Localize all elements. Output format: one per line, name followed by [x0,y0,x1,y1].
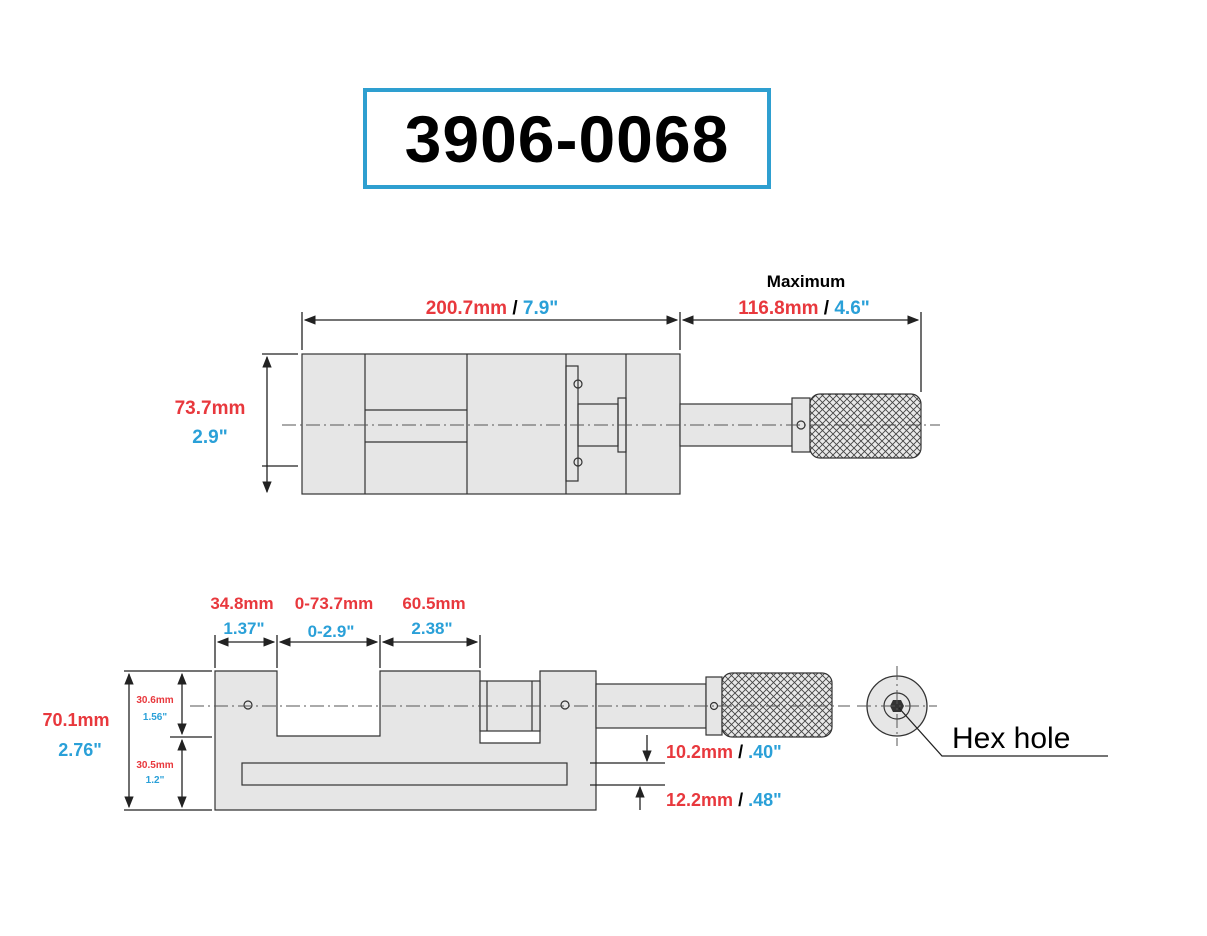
extension-label: 116.8mm / 4.6" [738,298,870,319]
dim3-in-label: 2.38" [411,619,453,638]
top-length-label: 200.7mm / 7.9" [425,298,559,319]
upper-mm-label: 30.6mm [136,695,174,706]
width-in-label: 2.9" [192,427,228,448]
height-mm-label: 70.1mm [42,710,110,730]
knurled-handle-side [722,673,832,737]
slot-label: 10.2mm / .40" [666,742,782,762]
hex-hole-label: Hex hole [952,722,1071,755]
knurled-handle-top [810,394,921,458]
dim3-mm-label: 60.5mm [402,594,466,613]
dim1-in-label: 1.37" [223,619,265,638]
side-view [42,594,1108,810]
height-in-label: 2.76" [58,740,102,760]
dim2-in-label: 0-2.9" [307,622,355,641]
width-mm-label: 73.7mm [174,398,246,419]
upper-in-label: 1.56" [142,712,168,723]
dim1-mm-label: 34.8mm [210,594,274,613]
dim2-mm-label: 0-73.7mm [294,594,374,613]
top-view [175,272,940,494]
lower-in-label: 1.2" [145,775,165,786]
part-number: 3906-0068 [404,101,730,176]
lower-mm-label: 30.5mm [136,760,174,771]
base-label: 12.2mm / .48" [666,790,782,810]
vise-body-top [302,354,680,494]
extension-caption: Maximum [766,272,846,291]
